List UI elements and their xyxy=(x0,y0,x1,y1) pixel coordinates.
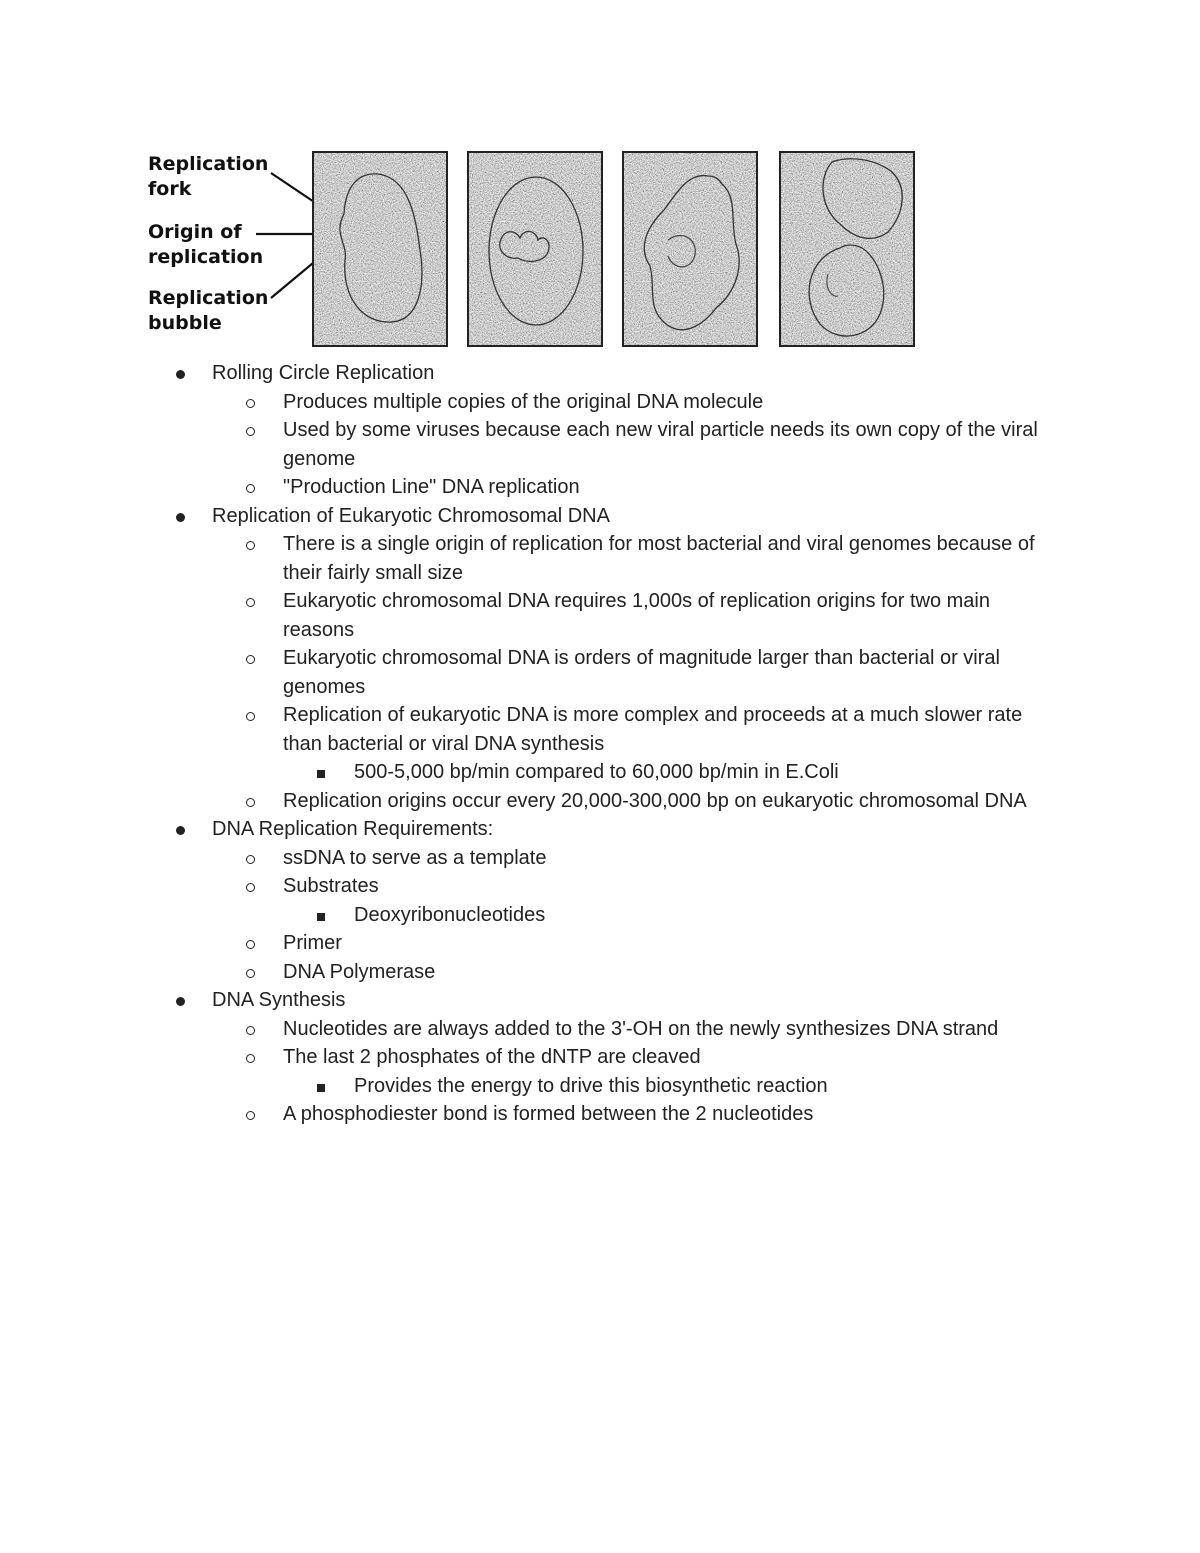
filled-circle-bullet-icon xyxy=(176,502,185,531)
label-replication-fork: Replication fork xyxy=(148,153,269,200)
list-item-text: A phosphodiester bond is formed between the 2 nucleotides xyxy=(283,1103,814,1125)
list-item-level-2 xyxy=(0,416,1063,473)
list-item-level-2 xyxy=(0,388,1063,417)
micrograph-panel-1 xyxy=(313,152,447,346)
list-item-level-2 xyxy=(0,530,1063,587)
list-item-text: Primer xyxy=(283,932,342,954)
notes-list xyxy=(0,359,1200,1129)
hollow-circle-bullet-icon xyxy=(246,844,255,873)
hollow-circle-bullet-icon xyxy=(246,1100,255,1129)
list-item-level-2 xyxy=(0,1100,1063,1129)
micrograph-panel-2 xyxy=(468,152,602,346)
hollow-circle-bullet-icon xyxy=(246,929,255,958)
list-item-text: Eukaryotic chromosomal DNA is orders of magnitude larger than bacterial or viral genomes xyxy=(283,647,1000,698)
list-item-level-1 xyxy=(0,815,1200,844)
list-item-level-2 xyxy=(0,587,1063,644)
filled-circle-bullet-icon xyxy=(176,986,185,1015)
list-item-level-2 xyxy=(0,1015,1063,1044)
filled-circle-bullet-icon xyxy=(176,359,185,388)
list-item-level-2 xyxy=(0,787,1063,816)
list-item-text: Replication of Eukaryotic Chromosomal DNA xyxy=(212,504,610,527)
hollow-circle-bullet-icon xyxy=(246,958,255,987)
filled-circle-bullet-icon xyxy=(176,815,185,844)
list-item-text: Eukaryotic chromosomal DNA requires 1,000s of replication origins for two main reasons xyxy=(283,590,990,641)
list-item-text: ssDNA to serve as a template xyxy=(283,846,547,869)
list-item-text: Produces multiple copies of the original DNA molecule xyxy=(283,390,764,413)
list-item-level-2 xyxy=(0,844,1063,873)
label-replication-bubble: Replication bubble xyxy=(148,287,269,334)
micrograph-panel-3 xyxy=(623,152,757,346)
hollow-circle-bullet-icon xyxy=(246,1015,255,1044)
list-item-text: Substrates xyxy=(283,875,379,897)
micrograph-svg xyxy=(148,148,918,350)
square-bullet-icon xyxy=(317,1072,325,1101)
hollow-circle-bullet-icon xyxy=(246,872,255,901)
list-item-text: Replication origins occur every 20,000-300,000 bp on eukaryotic chromosomal DNA xyxy=(283,789,1027,812)
list-item-text: Nucleotides are always added to the 3'-OH on the newly synthesizes DNA strand xyxy=(283,1017,999,1040)
list-item-text: Provides the energy to drive this biosynthetic reaction xyxy=(354,1074,828,1097)
square-bullet-icon xyxy=(317,758,325,787)
list-item-level-3 xyxy=(0,758,1200,787)
list-item-level-1 xyxy=(0,986,1200,1015)
replication-micrograph-figure xyxy=(148,148,918,350)
list-item-text: DNA Synthesis xyxy=(212,989,346,1011)
hollow-circle-bullet-icon xyxy=(246,587,255,616)
list-item-text: 500-5,000 bp/min compared to 60,000 bp/min in E.Coli xyxy=(354,761,839,783)
square-bullet-icon xyxy=(317,901,325,930)
list-item-level-1 xyxy=(0,359,1200,388)
micrograph-panel-4 xyxy=(780,152,914,346)
hollow-circle-bullet-icon xyxy=(246,388,255,417)
list-item-text: DNA Replication Requirements: xyxy=(212,818,494,840)
hollow-circle-bullet-icon xyxy=(246,530,255,559)
hollow-circle-bullet-icon xyxy=(246,701,255,730)
hollow-circle-bullet-icon xyxy=(246,1043,255,1072)
list-item-level-2 xyxy=(0,473,1063,502)
list-item-text: Rolling Circle Replication xyxy=(212,362,435,384)
list-item-text: Deoxyribonucleotides xyxy=(354,903,546,926)
hollow-circle-bullet-icon xyxy=(246,416,255,445)
list-item-text: Replication of eukaryotic DNA is more complex and proceeds at a much slower rate than bacterial or viral DNA synthesis xyxy=(283,704,1023,755)
list-item-level-2 xyxy=(0,644,1063,701)
hollow-circle-bullet-icon xyxy=(246,473,255,502)
list-item-level-2 xyxy=(0,701,1063,758)
list-item-text: DNA Polymerase xyxy=(283,960,436,983)
list-item-level-3 xyxy=(0,901,1200,930)
list-item-text: There is a single origin of replication for most bacterial and viral genomes because of their fairly small size xyxy=(283,533,1035,584)
list-item-level-2 xyxy=(0,958,1063,987)
label-origin-of-replication: Origin of replication xyxy=(148,221,264,268)
list-item-level-2 xyxy=(0,929,1063,958)
list-item-level-2 xyxy=(0,872,1063,901)
list-item-text: The last 2 phosphates of the dNTP are cleaved xyxy=(283,1046,701,1068)
list-item-level-3 xyxy=(0,1072,1200,1101)
hollow-circle-bullet-icon xyxy=(246,644,255,673)
list-item-text: Used by some viruses because each new viral particle needs its own copy of the viral genome xyxy=(283,419,1038,470)
list-item-level-1 xyxy=(0,502,1200,531)
hollow-circle-bullet-icon xyxy=(246,787,255,816)
list-item-level-2 xyxy=(0,1043,1063,1072)
list-item-text: "Production Line" DNA replication xyxy=(283,476,580,498)
